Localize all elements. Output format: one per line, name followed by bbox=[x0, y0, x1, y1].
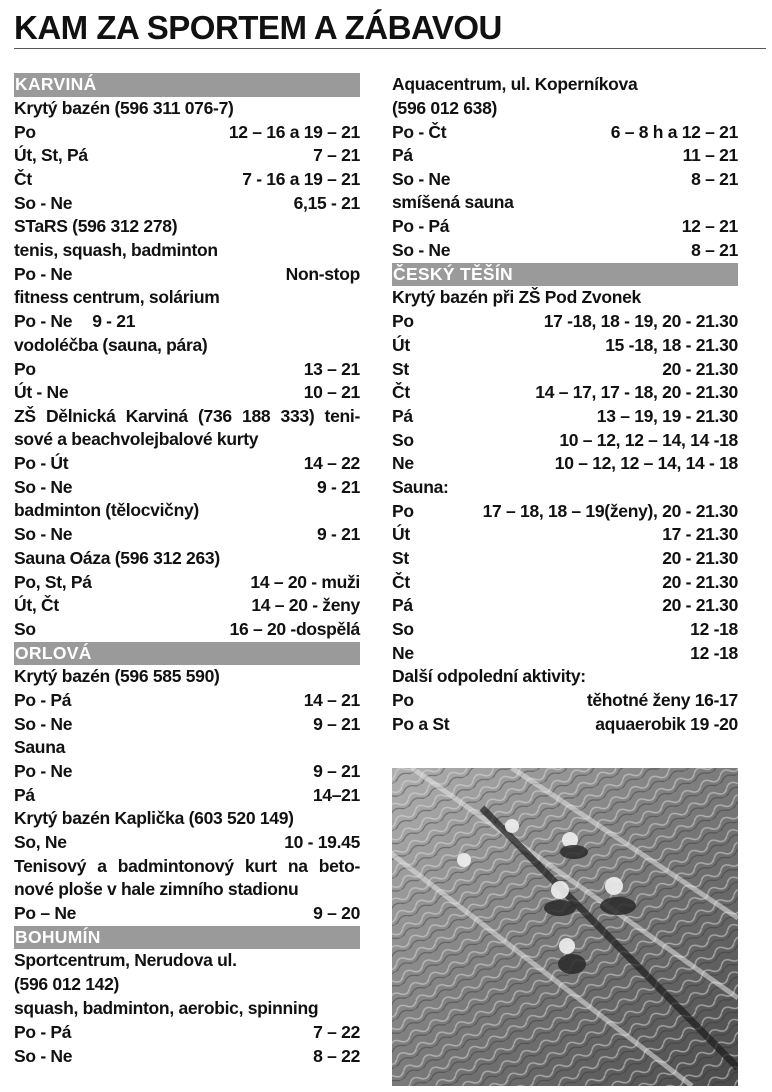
day-label: Po - Ne bbox=[14, 761, 73, 782]
schedule-row bbox=[392, 594, 738, 618]
day-label: Po – Ne bbox=[14, 903, 77, 924]
hours-value: 7 - 16 a 19 – 21 bbox=[242, 169, 360, 190]
day-label: Pá bbox=[392, 145, 413, 166]
schedule-row bbox=[392, 499, 738, 523]
schedule-row bbox=[14, 689, 360, 713]
hours-value: 9 – 21 bbox=[313, 713, 360, 734]
schedule-row bbox=[14, 570, 360, 594]
hours-value: 14 – 21 bbox=[303, 690, 360, 711]
hours-value: 8 – 22 bbox=[313, 1045, 360, 1066]
day-label: Čt bbox=[14, 169, 32, 190]
schedule-row bbox=[392, 428, 738, 452]
page-headline: KAM ZA SPORTEM A ZÁBAVOU bbox=[14, 9, 502, 46]
activity-list: squash, badminton, aerobic, spinning bbox=[14, 997, 319, 1018]
hours-value: 12 -18 bbox=[690, 642, 738, 663]
day-label: Po bbox=[14, 121, 36, 142]
hours-value: 8 – 21 bbox=[691, 169, 738, 190]
hours-value: 8 – 21 bbox=[691, 240, 738, 261]
hours-value: 10 - 19.45 bbox=[284, 832, 360, 853]
activity-title: badminton (tělocvičny) bbox=[14, 500, 199, 521]
hours-value: 15 -18, 18 - 21.30 bbox=[605, 334, 738, 355]
schedule-row bbox=[14, 310, 360, 334]
hours-value: 14 – 22 bbox=[303, 453, 360, 474]
activity-title: smíšená sauna bbox=[392, 192, 514, 213]
schedule-row bbox=[392, 310, 738, 334]
day-label: Po - Pá bbox=[14, 1021, 72, 1042]
hours-value: 9 - 21 bbox=[317, 477, 360, 498]
day-label: Út, St, Pá bbox=[14, 145, 88, 166]
day-label: Po, St, Pá bbox=[14, 571, 92, 592]
day-label: So - Ne bbox=[14, 713, 73, 734]
venue-title: Krytý bazén při ZŠ Pod Zvonek bbox=[392, 287, 641, 308]
schedule-row bbox=[392, 215, 738, 239]
schedule-row bbox=[14, 902, 360, 926]
day-label: Po bbox=[392, 311, 414, 332]
hours-value: 9 - 21 bbox=[317, 524, 360, 545]
hours-value: 14 – 20 - ženy bbox=[251, 595, 360, 616]
day-label: Ne bbox=[392, 642, 414, 663]
venue-title: ZŠ Dělnická Karviná (736 188 333) teni- bbox=[14, 405, 360, 426]
hours-value: 20 - 21.30 bbox=[662, 595, 738, 616]
pool-photo-image bbox=[392, 768, 738, 1086]
hours-value: 7 – 22 bbox=[313, 1021, 360, 1042]
venue-phone: (596 012 638) bbox=[392, 97, 498, 118]
schedule-row bbox=[14, 831, 360, 855]
activity-title: fitness centrum, solárium bbox=[14, 287, 220, 308]
day-label: St bbox=[392, 548, 409, 569]
day-label: So - Ne bbox=[392, 169, 451, 190]
activity-title: Sauna: bbox=[392, 476, 449, 497]
day-label: So - Ne bbox=[14, 192, 73, 213]
hours-value: 10 – 12, 12 – 14, 14 -18 bbox=[559, 429, 738, 450]
day-label: Po a St bbox=[392, 713, 450, 734]
schedule-row bbox=[392, 523, 738, 547]
pool-photo bbox=[392, 768, 738, 1086]
day-label: So bbox=[392, 619, 414, 640]
day-label: Po bbox=[392, 690, 414, 711]
day-label: So - Ne bbox=[14, 477, 73, 498]
schedule-row bbox=[392, 120, 738, 144]
venue-title: Sauna Oáza (596 312 263) bbox=[14, 547, 220, 568]
activity-title: Další odpolední aktivity: bbox=[392, 666, 586, 687]
day-label: Út bbox=[392, 334, 410, 355]
headline-rule bbox=[14, 48, 766, 49]
hours-value: 14–21 bbox=[312, 784, 360, 805]
venue-title: Tenisový a badmintonový kurt na beto- bbox=[14, 855, 360, 876]
day-label: Po - Ne bbox=[14, 311, 73, 332]
day-label: So - Ne bbox=[392, 240, 451, 261]
section-header-karvina: KARVINÁ bbox=[14, 73, 360, 97]
day-label: So bbox=[14, 619, 36, 640]
hours-value: 14 – 20 - muži bbox=[250, 571, 360, 592]
hours-value: 20 - 21.30 bbox=[662, 571, 738, 592]
hours-value: 9 – 21 bbox=[313, 761, 360, 782]
schedule-row bbox=[392, 381, 738, 405]
schedule-row bbox=[392, 642, 738, 666]
day-label: Po - Út bbox=[14, 453, 69, 474]
hours-value: 7 – 21 bbox=[313, 145, 360, 166]
day-label: So - Ne bbox=[14, 1045, 73, 1066]
hours-value: 13 – 19, 19 - 21.30 bbox=[596, 405, 738, 426]
venue-phone: (596 012 142) bbox=[14, 974, 120, 995]
schedule-row bbox=[392, 357, 738, 381]
hours-value: 17 -18, 18 - 19, 20 - 21.30 bbox=[543, 311, 738, 332]
hours-value: aquaerobik 19 -20 bbox=[595, 713, 738, 734]
schedule-row bbox=[392, 452, 738, 476]
day-label: St bbox=[392, 358, 409, 379]
day-label: So, Ne bbox=[14, 832, 67, 853]
schedule-row bbox=[14, 357, 360, 381]
schedule-row bbox=[14, 168, 360, 192]
hours-value: těhotné ženy 16-17 bbox=[586, 690, 738, 711]
schedule-row bbox=[392, 168, 738, 192]
hours-value: 6,15 - 21 bbox=[293, 192, 360, 213]
schedule-row bbox=[14, 618, 360, 642]
left-column bbox=[14, 73, 360, 1068]
day-label: Po bbox=[14, 358, 36, 379]
day-label: Pá bbox=[392, 595, 413, 616]
venue-title: sové a beachvolejbalové kurty bbox=[14, 429, 259, 450]
day-label: Út bbox=[392, 524, 410, 545]
schedule-row bbox=[392, 713, 738, 737]
hours-value: 10 – 21 bbox=[303, 382, 360, 403]
venue-title: Aquacentrum, ul. Koperníkova bbox=[392, 74, 638, 94]
schedule-row bbox=[14, 1044, 360, 1068]
schedule-row bbox=[392, 334, 738, 358]
day-label: Čt bbox=[392, 571, 410, 592]
hours-value: 9 – 20 bbox=[313, 903, 360, 924]
activity-list: tenis, squash, badminton bbox=[14, 239, 218, 260]
schedule-row bbox=[14, 1021, 360, 1045]
hours-value: 13 – 21 bbox=[303, 358, 360, 379]
schedule-row bbox=[14, 381, 360, 405]
hours-value: 20 - 21.30 bbox=[662, 358, 738, 379]
hours-value: 10 – 12, 12 – 14, 14 - 18 bbox=[554, 453, 738, 474]
day-label: Čt bbox=[392, 382, 410, 403]
day-label: Pá bbox=[392, 405, 413, 426]
day-label: Po - Ne bbox=[14, 263, 73, 284]
section-header-cesky-tesin: ČESKÝ TĚŠÍN bbox=[392, 263, 738, 287]
hours-value: 6 – 8 h a 12 – 21 bbox=[610, 121, 738, 142]
day-label: Út - Ne bbox=[14, 382, 69, 403]
schedule-row bbox=[14, 144, 360, 168]
hours-value: 9 - 21 bbox=[92, 311, 136, 332]
venue-title: Krytý bazén (596 585 590) bbox=[14, 666, 220, 687]
venue-title: STaRS (596 312 278) bbox=[14, 216, 178, 237]
day-label: Po - Pá bbox=[14, 690, 72, 711]
day-label: Po - Čt bbox=[392, 121, 447, 142]
hours-value: 11 – 21 bbox=[682, 145, 738, 166]
schedule-row bbox=[14, 263, 360, 287]
schedule-row bbox=[392, 239, 738, 263]
hours-value: 12 – 16 a 19 – 21 bbox=[228, 121, 360, 142]
schedule-row bbox=[14, 713, 360, 737]
venue-title: nové ploše v hale zimního stadionu bbox=[14, 879, 299, 900]
schedule-row bbox=[392, 689, 738, 713]
section-header-orlova: ORLOVÁ bbox=[14, 642, 360, 666]
section-header-bohumin: BOHUMÍN bbox=[14, 926, 360, 950]
hours-value: 16 – 20 -dospělá bbox=[229, 619, 360, 640]
schedule-row bbox=[14, 760, 360, 784]
schedule-row bbox=[392, 144, 738, 168]
schedule-row bbox=[392, 405, 738, 429]
schedule-row bbox=[392, 547, 738, 571]
schedule-row bbox=[14, 120, 360, 144]
day-label: So - Ne bbox=[14, 524, 73, 545]
hours-value: 12 -18 bbox=[690, 619, 738, 640]
schedule-row bbox=[14, 452, 360, 476]
hours-value: 20 - 21.30 bbox=[662, 548, 738, 569]
schedule-row bbox=[392, 570, 738, 594]
hours-value: 14 – 17, 17 - 18, 20 - 21.30 bbox=[535, 382, 738, 403]
day-label: Po bbox=[392, 500, 414, 521]
day-label: Ne bbox=[392, 453, 414, 474]
venue-title: Krytý bazén Kaplička (603 520 149) bbox=[14, 808, 294, 829]
venue-title: Krytý bazén (596 311 076-7) bbox=[14, 97, 234, 118]
activity-title: vodoléčba (sauna, pára) bbox=[14, 334, 208, 355]
day-label: Po - Pá bbox=[392, 216, 450, 237]
schedule-row bbox=[14, 784, 360, 808]
right-column bbox=[392, 73, 738, 736]
day-label: Út, Čt bbox=[14, 595, 59, 616]
activity-title: Sauna bbox=[14, 737, 66, 758]
venue-title: Sportcentrum, Nerudova ul. bbox=[14, 950, 237, 971]
hours-value: 17 – 18, 18 – 19(ženy), 20 - 21.30 bbox=[482, 500, 738, 521]
schedule-row bbox=[14, 476, 360, 500]
day-label: So bbox=[392, 429, 414, 450]
schedule-row bbox=[14, 594, 360, 618]
schedule-row bbox=[14, 523, 360, 547]
hours-value: 12 – 21 bbox=[681, 216, 738, 237]
hours-value: 17 - 21.30 bbox=[662, 524, 738, 545]
schedule-row bbox=[14, 191, 360, 215]
day-label: Pá bbox=[14, 784, 35, 805]
hours-value: Non-stop bbox=[285, 263, 360, 284]
schedule-row bbox=[392, 618, 738, 642]
